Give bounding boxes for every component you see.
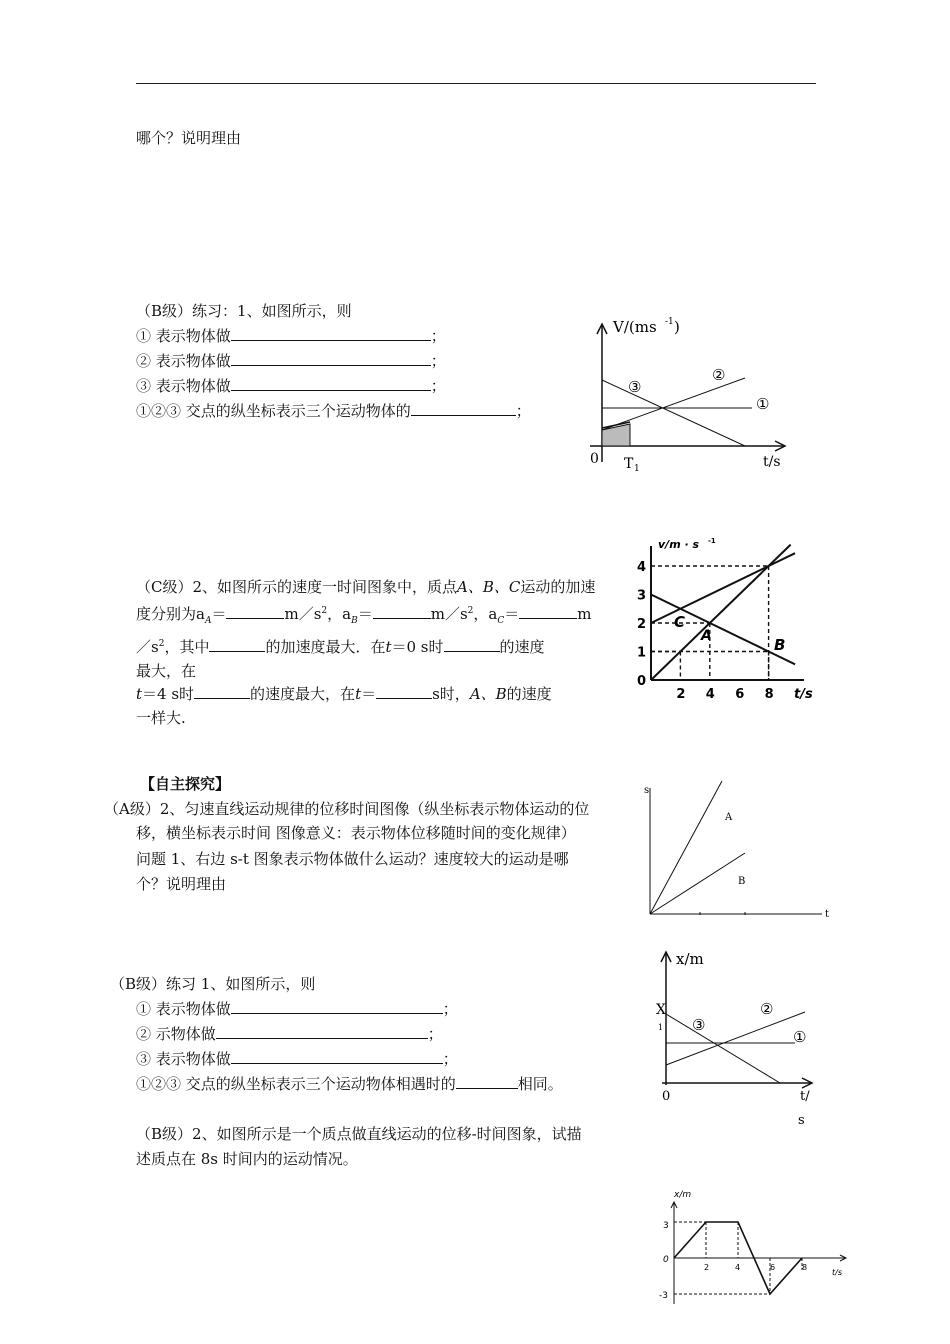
q2-ytick: 2 (637, 617, 647, 632)
q2-text: 的加速度最大．在 (265, 638, 386, 656)
q3-line-4-text: ①②③ 交点的纵坐标表示三个运动物体相遇时的 (136, 1075, 456, 1093)
q1-line-1 (136, 325, 446, 347)
q2-text: m／s (284, 604, 322, 623)
explore-line-3: 问题 1、右边 s-t 图象表示物体做什么运动？速度较大的运动是哪 (136, 850, 569, 868)
q1-line-3 (136, 375, 446, 397)
q4-xtick-2: 2 (704, 1263, 710, 1272)
q3-x1-sub: 1 (658, 1023, 664, 1032)
q3-line-2 (666, 1012, 805, 1065)
q2-text: ＝ (504, 604, 520, 623)
q2-xtick: 8 (764, 687, 774, 702)
q3-semicolon: ； (427, 1025, 443, 1043)
q2-t: t (385, 638, 392, 656)
q3-xt-graph (650, 940, 820, 1130)
q2-text: ，其中 (164, 638, 210, 656)
header-rule (136, 83, 816, 84)
q3-semicolon: ； (442, 1000, 458, 1018)
q2-text: ＝ (361, 685, 377, 703)
q3-label-1: ① (793, 1028, 807, 1046)
q3-line-3 (666, 1014, 780, 1083)
q4-line-1: （B级）2、如图所示是一个质点做直线运动的位移-时间图象，试描 (136, 1125, 582, 1143)
q1-t1-sub: 1 (634, 464, 640, 474)
q2-ytick: 0 (637, 674, 647, 689)
q4-ylabel: x/m (674, 1190, 692, 1200)
q2-label-a: A (701, 628, 712, 644)
q4-xtick-4: 4 (735, 1263, 741, 1272)
q4-xtick-8: 8 (802, 1263, 808, 1272)
q2-ytick: 4 (637, 560, 647, 575)
explore-line-1: （A级）2、匀速直线运动规律的位移时间图像（纵坐标表示物体运动的位 (104, 800, 590, 818)
q2-ylabel-sup: -1 (708, 537, 716, 545)
q3-xlabel-1: t/ (800, 1089, 810, 1104)
q2-text: 度分别为a (136, 604, 205, 623)
q2-sup: 2 (467, 605, 474, 616)
q2-text: 一样大. (136, 708, 186, 727)
q2-paragraph (136, 576, 626, 730)
q2-sub: A (204, 615, 212, 626)
q2-text: ＝ (357, 604, 373, 623)
q2-text: m (577, 604, 592, 623)
q2-label-b: B (774, 636, 786, 654)
q2-text: （C级）2、如图所示的速度一时间图象中，质点 (136, 578, 458, 596)
q2-points: A、B (469, 685, 507, 703)
q1-vt-graph (580, 312, 810, 477)
q3-line-1 (136, 998, 458, 1020)
q2-text: 的速度最大，在 (250, 685, 356, 703)
q2-series-lines (651, 545, 795, 680)
q2-points: A、B、C (457, 578, 521, 596)
q3-line-1-text: ① 表示物体做 (136, 1000, 231, 1018)
q1-semicolon: ； (430, 377, 446, 395)
q3-label-3: ③ (692, 1016, 706, 1034)
q1-label-2: ② (712, 366, 726, 384)
q1-t1: T (624, 456, 634, 472)
q2-xlabel: t/s (794, 687, 813, 702)
q1-label-3: ③ (628, 378, 642, 396)
q2-t: t (355, 685, 362, 703)
q1-line-2-text: ② 表示物体做 (136, 352, 231, 370)
q3-line-4-end: 相同。 (517, 1075, 563, 1093)
q3-semicolon: ； (442, 1050, 458, 1068)
explore-b-label: B (738, 876, 746, 887)
q2-xtick: 4 (705, 687, 715, 702)
q2-series-c (651, 553, 795, 623)
q3-x1: X (656, 1002, 666, 1018)
explore-line-2: 移，横坐标表示时间 图像意义：表示物体位移随时间的变化规律） (136, 824, 576, 842)
q1-semicolon: ； (515, 402, 531, 420)
explore-line-a (650, 781, 722, 914)
q1-line-2 (136, 350, 446, 372)
q1-label-1: ① (756, 395, 770, 413)
q2-text: 最大，在 (136, 661, 197, 680)
q3-line-2 (136, 1023, 443, 1045)
q2-sup: 2 (321, 605, 328, 616)
q2-text: 的速度 (499, 638, 545, 656)
q1-origin: 0 (590, 451, 599, 467)
q3-origin: 0 (662, 1089, 671, 1104)
explore-t-label: t (825, 909, 830, 920)
q3-xlabel-2: s (798, 1113, 805, 1128)
q2-ytick: 1 (637, 645, 647, 661)
explore-heading: 【自主探究】 (140, 775, 231, 793)
q2-label-c: C (674, 613, 686, 631)
q3-ylabel: x/m (676, 950, 704, 968)
q1-ylabel-sup: -1 (665, 317, 674, 327)
q2-xtick: 6 (735, 687, 745, 702)
q4-ytick-n3: -3 (659, 1291, 668, 1301)
q1-ylabel: V/(ms (613, 318, 657, 336)
q1-line-4-text: ①②③ 交点的纵坐标表示三个运动物体的 (136, 402, 411, 420)
q3-label-2: ② (760, 1000, 774, 1018)
q1-intro: （B级）练习：1、如图所示，则 (136, 302, 352, 320)
explore-line-b (650, 853, 745, 914)
q2-vt-chart (634, 532, 824, 704)
q2-text: ＝ (211, 604, 227, 623)
q2-text: ，a (327, 604, 352, 623)
q2-text: ／s (136, 638, 159, 656)
q2-sup: 2 (158, 639, 165, 649)
q2-sub: C (497, 615, 505, 626)
q2-text: m／s (430, 604, 468, 623)
q2-t: t (136, 685, 143, 703)
q1-semicolon: ； (430, 352, 446, 370)
q1-semicolon: ； (430, 327, 446, 345)
q1-line-2 (602, 378, 745, 430)
q2-xtick: 2 (676, 687, 686, 702)
q1-ylabel-close: ) (674, 318, 680, 336)
q4-xtick-6: 6 (770, 1263, 776, 1272)
page-fragment: 哪个？说明理由 (136, 129, 242, 147)
explore-s-label: s (644, 785, 650, 796)
q2-text: ＝4 s时 (142, 685, 195, 703)
q1-line-4 (136, 400, 531, 422)
q2-text: ，a (473, 604, 498, 623)
explore-st-graph (640, 778, 840, 923)
q1-xlabel: t/s (763, 454, 781, 470)
q4-ytick-3: 3 (663, 1221, 669, 1231)
q2-text: ＝0 s时 (391, 638, 444, 656)
q1-line-1-text: ① 表示物体做 (136, 327, 231, 345)
q3-intro: （B级）练习 1、如图所示，则 (110, 975, 316, 993)
q2-ylabel: v/m · s (658, 538, 700, 551)
q3-line-3 (136, 1048, 458, 1070)
q4-xlabel: t/s (832, 1268, 842, 1277)
q1-line-3-text: ③ 表示物体做 (136, 377, 231, 395)
q4-ytick-0: 0 (663, 1255, 669, 1265)
explore-line-4: 个？说明理由 (136, 875, 227, 893)
q2-ytick: 3 (637, 588, 647, 604)
q2-sub: B (351, 615, 358, 626)
q4-line-2: 述质点在 8s 时间内的运动情况。 (136, 1150, 358, 1168)
q3-line-2-text: ② 示物体做 (136, 1025, 216, 1043)
q2-text: s时， (432, 685, 470, 703)
q2-text: 的速度 (506, 685, 552, 703)
explore-a-label: A (725, 812, 733, 823)
q4-xt-chart (656, 1184, 856, 1308)
q2-text: 运动的加速 (520, 578, 596, 596)
q3-line-4 (136, 1073, 563, 1095)
q3-line-3-text: ③ 表示物体做 (136, 1050, 231, 1068)
